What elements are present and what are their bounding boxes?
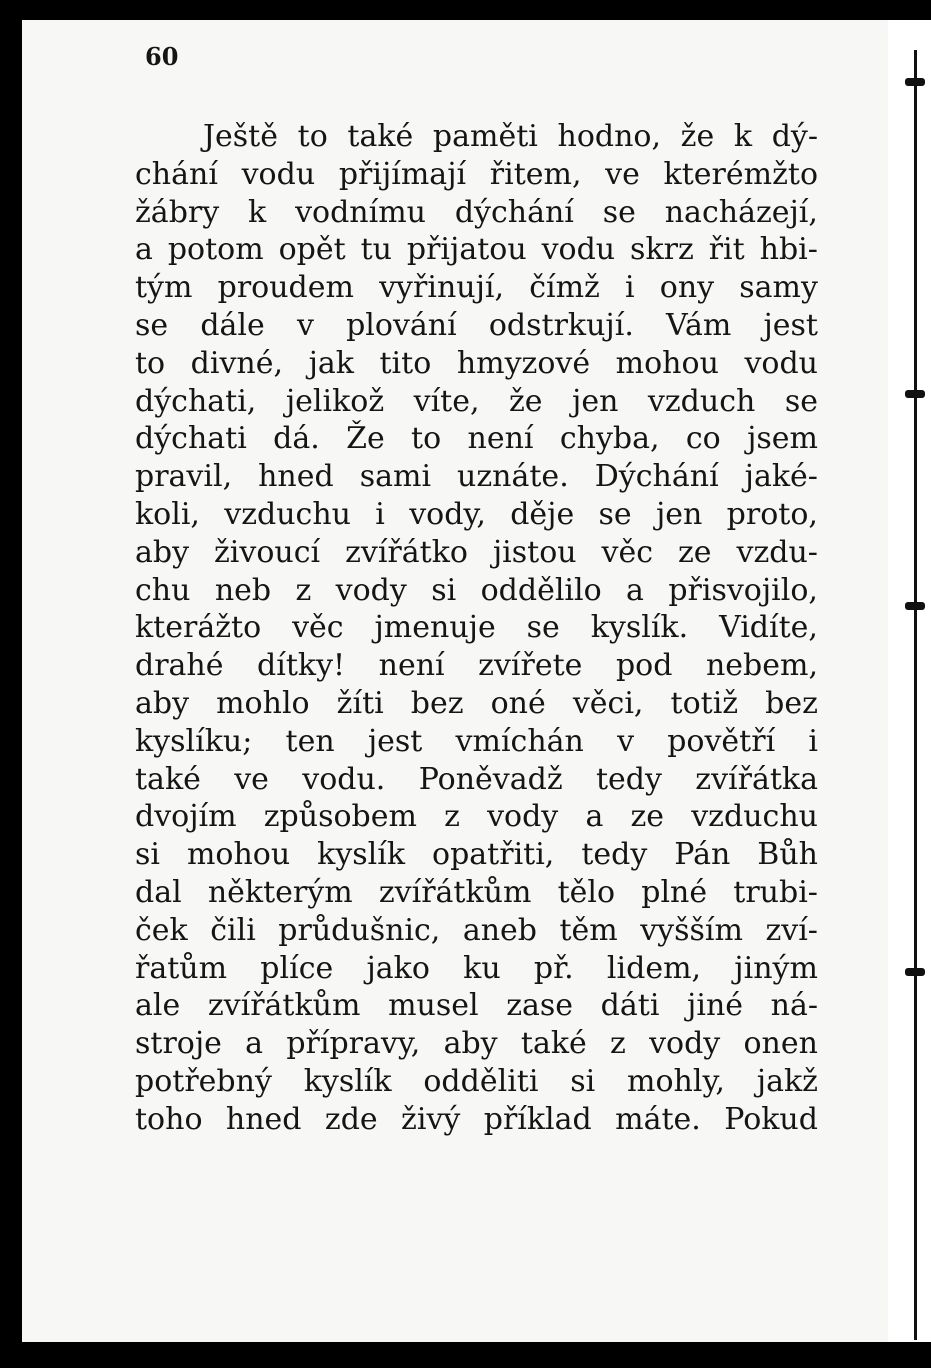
text-line: chání vodu přijímají řitem, ve kterémžto	[135, 156, 818, 192]
text-line: koli, vzduchu i vody, děje se jen proto,	[135, 496, 818, 532]
text-line: dýchati dá. Že to není chyba, co jsem	[135, 421, 818, 457]
text-line: řatům plíce jako ku př. lidem, jiným	[135, 950, 818, 986]
text-line: si mohou kyslík opatřiti, tedy Pán Bůh	[135, 837, 818, 873]
text-line: toho hned zde živý příklad máte. Pokud	[135, 1101, 818, 1137]
page-edge	[888, 20, 931, 1342]
text-line: pravil, hned sami uznáte. Dýchání jaké-	[135, 459, 818, 495]
edge-mark	[905, 968, 925, 976]
text-line: tým proudem vyřinují, čímž i ony samy	[135, 270, 818, 306]
text-line: kterážto věc jmenuje se kyslík. Vidíte,	[135, 610, 818, 646]
text-line: a potom opět tu přijatou vodu skrz řit hbi-	[135, 232, 818, 268]
text-line: dal některým zvířátkům tělo plné trubi-	[135, 874, 818, 910]
text-line: Ještě to také paměti hodno, že k dý-	[203, 119, 818, 154]
edge-mark	[905, 78, 925, 86]
text-line: ale zvířátkům musel zase dáti jiné ná-	[135, 988, 818, 1024]
text-line: dýchati, jelikož víte, že jen vzduch se	[135, 383, 818, 419]
text-line: stroje a přípravy, aby také z vody onen	[135, 1026, 818, 1062]
text-line: kyslíku; ten jest vmíchán v povětří i	[135, 723, 818, 759]
text-line: ček čili průdušnic, aneb těm vyšším zví-	[135, 912, 818, 948]
text-line: také ve vodu. Poněvadž tedy zvířátka	[135, 761, 818, 797]
text-line: chu neb z vody si oddělilo a přisvojilo,	[135, 572, 818, 608]
edge-mark	[905, 602, 925, 610]
text-line: se dále v plování odstrkují. Vám jest	[135, 307, 818, 343]
page-number: 60	[145, 42, 179, 71]
text-line: potřebný kyslík odděliti si mohly, jakž	[135, 1063, 818, 1099]
page-edge-line	[914, 50, 917, 1340]
text-line: dvojím způsobem z vody a ze vzduchu	[135, 799, 818, 835]
text-line: žábry k vodnímu dýchání se nacházejí,	[135, 194, 818, 230]
edge-mark	[905, 390, 925, 398]
text-line: drahé dítky! není zvířete pod nebem,	[135, 648, 818, 684]
body-text	[135, 118, 818, 1139]
text-line: aby mohlo žíti bez oné věci, totiž bez	[135, 685, 818, 721]
text-line: to divné, jak tito hmyzové mohou vodu	[135, 345, 818, 381]
text-line: aby živoucí zvířátko jistou věc ze vzdu-	[135, 534, 818, 570]
